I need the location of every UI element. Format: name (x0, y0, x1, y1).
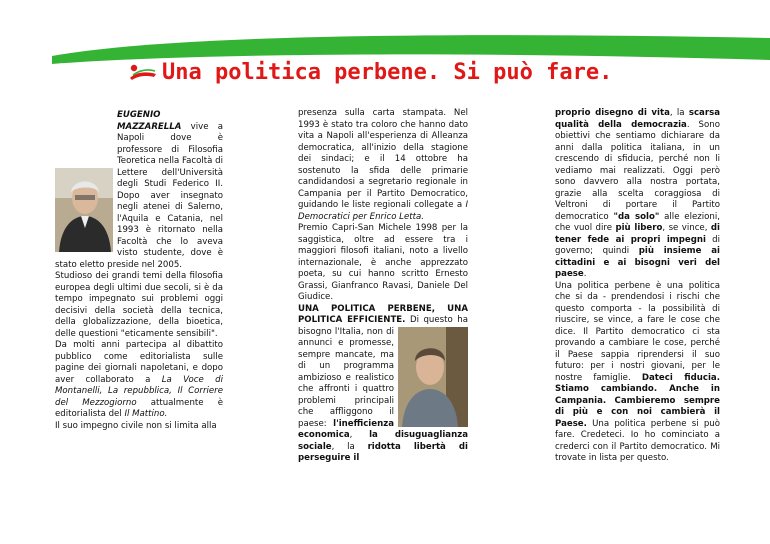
author-portrait-photo (55, 168, 113, 252)
program-paragraph-continued (555, 108, 720, 281)
section-heading: UNA POLITICA PERBENE, UNA POLITICA EFFICIENTE. (298, 303, 468, 325)
program-text-c: , (349, 430, 370, 440)
closing-emphasis: Dateci fiducia. Stiamo cambiando. Anche in Campania. Cambieremo sempre di più e con noi cambierà il Paese. (555, 372, 720, 429)
bio-paragraph-3 (55, 340, 223, 421)
problem-2: la disuguaglianza sociale (298, 430, 468, 452)
article-column-1 (55, 110, 223, 500)
emphasis-piu-libero: più libero (615, 223, 663, 233)
text-3d: . Sono obiettivi che sentiamo dichiarare da anni dalla politica italiana, in un crescendo di sfiducia, perché non li vediamo mai realizzati. Oggi però sono davvero alla nostra portata, grazie alla scelta coraggiosa di Veltroni di portare il Partito democratico (555, 119, 720, 222)
text-3b: , la (669, 108, 689, 118)
bio-paragraph-2: Studioso dei grandi temi della filosofia europea degli ultimi due secoli, si è da tempo impegnato sui problemi oggi decisivi della società della tecnica, della globalizzazione, della bioetica, delle questioni "eticamente sensibili". (55, 271, 223, 339)
text-3h: , se vince, (662, 223, 711, 233)
closing-paragraph (555, 281, 720, 465)
article-column-2 (298, 108, 468, 503)
article-column-3 (555, 108, 721, 463)
text-3j: di governo; quindi (555, 234, 721, 256)
closing-text-a: Una politica perbene è una politica che si da - prendendosi i rischi che questo comporta - la possibilità di riuscire, se vince, a fare le cose che dice. Il Partito democratico ci sta provando a cambiare le cose, perché il Paese sappia riprendersi il suo futuro: per i nostri giovani, per le nostre famiglie. (555, 280, 720, 383)
bio-text-5a: presenza sulla carta stampata. Nel 1993 è stato tra coloro che hanno dato vita a Napoli all'esperienza di Alleanza democratica, all'inizio della stagione dei sindaci; e il 14 ottobre ha sostenuto la sfida delle primarie candidandosi a segretario regionale in Campania per il Partito Democratico, guidando le liste regionali collegate a (298, 108, 468, 210)
emphasis-cittadini: più insieme ai cittadini e ai bisogni veri del paese (555, 246, 720, 279)
problem-1: l'inefficienza economica (298, 418, 394, 440)
newspaper-list: La Voce di Montanelli, La repubblica, Il Corriere del Mezzogiorno (55, 374, 223, 408)
problem-3: ridotta libertà di perseguire il (298, 441, 468, 463)
bio-text-3a: Da molti anni partecipa al dibattito pubblico come editorialista sulle pagine dei giornali napoletani, e dopo aver collaborato a (55, 340, 223, 385)
closing-text-c: Una politica perbene si può fare. Credeteci. Io ho cominciato a crederci con il Partito democratico. Mi trovate in lista per questo. (555, 418, 720, 463)
text-3f: alle elezioni, che vuol dire (555, 211, 720, 233)
newspaper-mattino: Il Mattino. (124, 409, 168, 419)
program-paragraph (298, 304, 468, 465)
program-text-e: , la (331, 441, 368, 452)
page-title (162, 60, 612, 85)
pd-logo-icon (128, 63, 158, 81)
list-name: I Democratici per Enrico Letta. (298, 200, 468, 222)
bio-paragraph-6: Premio Capri-San Michele 1998 per la saggistica, oltre ad essere tra i maggiori filosofi italiani, noto a livello internazionale, è anche apprezzato poeta, su cui hanno scritto Ernesto Grassi, Gianfranco Ravasi, Daniele Del Giudice. (298, 223, 468, 302)
bio-paragraph-4: Il suo impegno civile non si limita alla (55, 420, 217, 431)
author-name: EUGENIO MAZZARELLA (117, 110, 182, 132)
program-text-a: Di questo ha bisogno l'Italia, non di annunci e promesse, sempre mancate, ma di un programma ambizioso e realistico che affronti i quattro problemi principali che affliggono il paese: (298, 315, 468, 429)
quote-da-solo: "da solo" (613, 211, 660, 222)
page-title-text: Una politica perbene. Si può fare. (162, 60, 613, 85)
bio-text-3c: attualmente è editorialista del (55, 397, 223, 419)
problem-3-end: proprio disegno di vita (555, 108, 670, 118)
bio-paragraph-5 (298, 108, 468, 223)
problem-4: scarsa qualità della democrazia (555, 108, 720, 130)
author-casual-photo (398, 327, 468, 427)
emphasis-impegni: di tener fede ai propri impegni (555, 223, 720, 245)
text-3l: . (583, 269, 587, 279)
bio-text-1: vive a Napoli dove è professore di Filosofia Teoretica nella Facoltà di Lettere dell'Università degli Studi Federico II. Dopo aver insegnato negli atenei di Salerno, l'Aquila e Catania, nel 1993 è ritornato nella Facoltà che lo aveva visto studente, dove è stato eletto preside nel 2005. (55, 121, 223, 270)
